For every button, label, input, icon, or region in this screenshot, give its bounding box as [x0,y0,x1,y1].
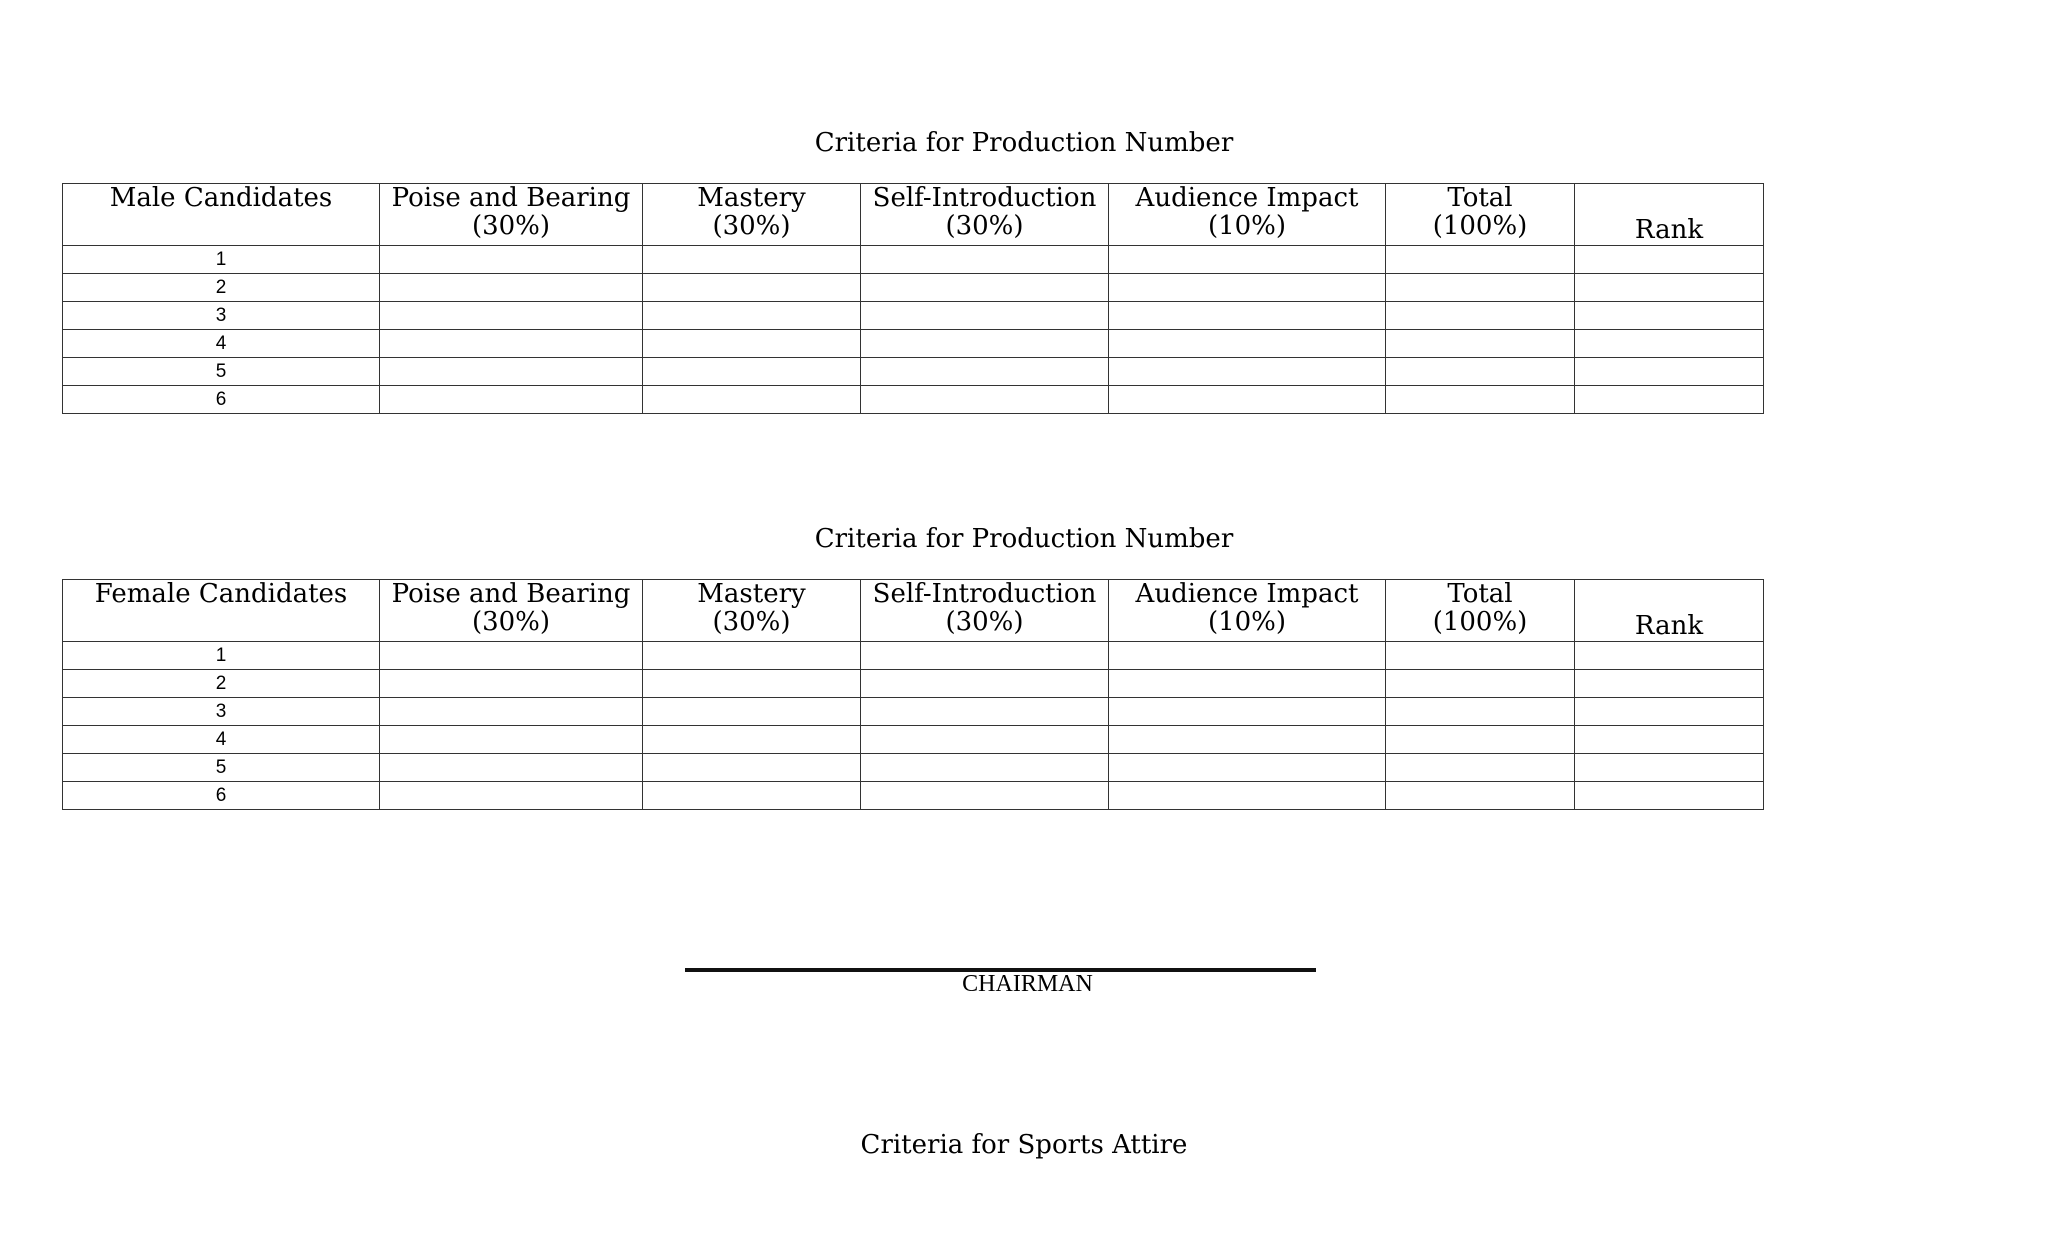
rank-cell[interactable] [1575,274,1764,302]
candidate-number: 5 [63,754,380,782]
header-self-introduction [861,580,1109,642]
header-line: Rank [1634,611,1704,641]
score-cell[interactable] [1109,754,1386,782]
score-cell[interactable] [380,782,643,810]
header-mastery [643,580,861,642]
candidate-number: 4 [63,726,380,754]
score-cell[interactable] [1109,302,1386,330]
rank-cell[interactable] [1575,642,1764,670]
table-row [63,782,1764,810]
score-cell[interactable] [861,726,1109,754]
score-cell[interactable] [1109,274,1386,302]
score-cell[interactable] [1109,642,1386,670]
score-cell[interactable] [643,358,861,386]
table-header-row [63,184,1764,246]
header-line: Self-Introduction [872,183,1097,213]
total-cell[interactable] [1386,726,1575,754]
rank-cell[interactable] [1575,302,1764,330]
total-cell[interactable] [1386,330,1575,358]
header-weight: (30%) [945,607,1024,637]
total-cell[interactable] [1386,754,1575,782]
score-cell[interactable] [643,642,861,670]
table-row [63,330,1764,358]
total-cell[interactable] [1386,274,1575,302]
score-cell[interactable] [861,698,1109,726]
candidate-number: 1 [63,246,380,274]
header-weight: (30%) [471,211,551,241]
score-cell[interactable] [861,782,1109,810]
table-row [63,302,1764,330]
score-cell[interactable] [643,386,861,414]
header-line: Male Candidates [109,183,333,213]
header-weight: (100%) [1432,211,1528,241]
score-cell[interactable] [643,782,861,810]
header-weight: (30%) [712,211,791,241]
score-cell[interactable] [380,330,643,358]
header-line: Poise and Bearing [391,579,631,609]
header-weight: (30%) [945,211,1024,241]
header-line: Rank [1634,215,1704,245]
section2-title: Criteria for Production Number [814,524,1234,554]
score-cell[interactable] [1109,358,1386,386]
rank-cell[interactable] [1575,330,1764,358]
rank-cell[interactable] [1575,386,1764,414]
rank-cell[interactable] [1575,726,1764,754]
header-candidates [63,184,380,246]
total-cell[interactable] [1386,642,1575,670]
header-candidates [63,580,380,642]
table-row [63,274,1764,302]
header-poise-bearing [380,580,643,642]
score-cell[interactable] [643,726,861,754]
header-line: Self-Introduction [872,579,1097,609]
total-cell[interactable] [1386,302,1575,330]
header-weight: (10%) [1207,211,1287,241]
rank-cell[interactable] [1575,358,1764,386]
header-audience-impact [1109,184,1386,246]
score-cell[interactable] [380,302,643,330]
header-mastery [643,184,861,246]
score-cell[interactable] [1109,782,1386,810]
rank-cell[interactable] [1575,782,1764,810]
score-cell[interactable] [380,726,643,754]
header-line: Audience Impact [1135,579,1359,609]
table-header-row [63,580,1764,642]
score-cell[interactable] [380,670,643,698]
header-audience-impact [1109,580,1386,642]
candidate-number: 3 [63,698,380,726]
rank-cell[interactable] [1575,698,1764,726]
table-row [63,670,1764,698]
rank-cell[interactable] [1575,754,1764,782]
header-line: Female Candidates [94,579,348,609]
header-weight: (30%) [471,607,551,637]
score-cell[interactable] [380,754,643,782]
male-candidates-table [62,183,1764,414]
score-cell[interactable] [643,670,861,698]
chairman-label: CHAIRMAN [962,971,1093,997]
score-cell[interactable] [1109,386,1386,414]
total-cell[interactable] [1386,698,1575,726]
rank-cell[interactable] [1575,670,1764,698]
table-row [63,358,1764,386]
table-row [63,754,1764,782]
table-row [63,698,1764,726]
score-cell[interactable] [643,330,861,358]
candidate-number: 5 [63,358,380,386]
header-poise-bearing [380,184,643,246]
score-cell[interactable] [861,330,1109,358]
candidate-number: 4 [63,330,380,358]
total-cell[interactable] [1386,670,1575,698]
section1-title: Criteria for Production Number [814,128,1234,158]
header-line: Total [1447,579,1513,609]
header-self-introduction [861,184,1109,246]
rank-cell[interactable] [1575,246,1764,274]
candidate-number: 2 [63,274,380,302]
header-line: Mastery [697,183,806,213]
candidate-number: 6 [63,386,380,414]
header-rank [1575,580,1764,642]
header-line: Poise and Bearing [391,183,631,213]
table-row [63,726,1764,754]
header-total [1386,184,1575,246]
section3-title: Criteria for Sports Attire [860,1130,1188,1160]
candidate-number: 3 [63,302,380,330]
candidate-number: 6 [63,782,380,810]
header-rank [1575,184,1764,246]
score-cell[interactable] [380,386,643,414]
score-cell[interactable] [1109,670,1386,698]
score-cell[interactable] [861,670,1109,698]
table-row [63,642,1764,670]
score-cell[interactable] [380,358,643,386]
score-cell[interactable] [861,274,1109,302]
score-cell[interactable] [380,698,643,726]
score-cell[interactable] [1109,698,1386,726]
score-cell[interactable] [380,246,643,274]
score-cell[interactable] [861,246,1109,274]
total-cell[interactable] [1386,386,1575,414]
header-line: Total [1447,183,1513,213]
total-cell[interactable] [1386,358,1575,386]
score-cell[interactable] [1109,726,1386,754]
total-cell[interactable] [1386,782,1575,810]
header-weight: (30%) [712,607,791,637]
score-cell[interactable] [643,302,861,330]
header-line: Audience Impact [1135,183,1359,213]
header-weight: (10%) [1207,607,1287,637]
score-cell[interactable] [861,358,1109,386]
header-total [1386,580,1575,642]
score-cell[interactable] [861,386,1109,414]
score-cell[interactable] [643,754,861,782]
score-cell[interactable] [643,698,861,726]
table-row [63,386,1764,414]
candidate-number: 1 [63,642,380,670]
female-candidates-table [62,579,1764,810]
score-cell[interactable] [643,274,861,302]
score-cell[interactable] [861,754,1109,782]
table-row [63,246,1764,274]
score-cell[interactable] [1109,246,1386,274]
score-cell[interactable] [643,246,861,274]
header-weight: (100%) [1432,607,1528,637]
candidate-number: 2 [63,670,380,698]
score-cell[interactable] [380,274,643,302]
score-cell[interactable] [1109,330,1386,358]
score-cell[interactable] [861,302,1109,330]
header-line: Mastery [697,579,806,609]
total-cell[interactable] [1386,246,1575,274]
score-cell[interactable] [861,642,1109,670]
score-cell[interactable] [380,642,643,670]
